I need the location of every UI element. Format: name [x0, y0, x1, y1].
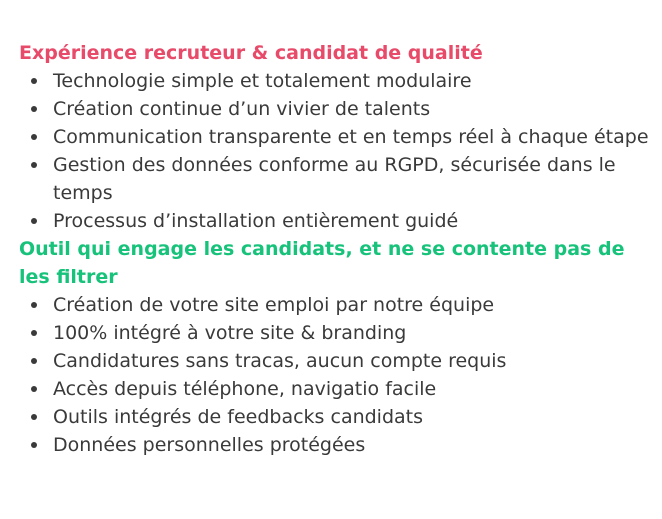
list-item-text: Technologie simple et totalement modulaire [53, 70, 472, 92]
list-item-text: Gestion des données conforme au RGPD, sécurisée dans le temps [53, 154, 616, 204]
list-item [53, 207, 652, 235]
list-item-text: Communication transparente et en temps réel à chaque étape [53, 126, 649, 148]
list-item-text: 100% intégré à votre site & branding [53, 322, 407, 344]
bullet-icon [31, 330, 37, 336]
list-item [53, 291, 652, 319]
bullet-icon [31, 162, 37, 168]
experience-feature-list [19, 67, 652, 235]
list-item [53, 375, 652, 403]
list-item-text: Candidatures sans tracas, aucun compte requis [53, 350, 507, 372]
list-item [53, 319, 652, 347]
bullet-icon [31, 78, 37, 84]
bullet-icon [31, 358, 37, 364]
list-item-text: Création continue d’un vivier de talents [53, 98, 431, 120]
list-item-text: Données personnelles protégées [53, 434, 366, 456]
list-item-text: Processus d’installation entièrement guidé [53, 210, 459, 232]
list-item [53, 431, 652, 459]
bullet-icon [31, 302, 37, 308]
list-item [53, 67, 652, 95]
bullet-icon [31, 218, 37, 224]
bullet-icon [31, 442, 37, 448]
list-item [53, 123, 652, 151]
engagement-feature-list [19, 291, 652, 459]
section-heading-engagement: Outil qui engage les candidats, et ne se contente pas de les filtrer [19, 238, 625, 288]
bullet-icon [31, 414, 37, 420]
list-item [53, 347, 652, 375]
bullet-icon [31, 134, 37, 140]
list-item [53, 95, 652, 123]
list-item-text: Création de votre site emploi par notre équipe [53, 294, 495, 316]
list-item-text: Accès depuis téléphone, navigatio facile [53, 378, 437, 400]
section-heading-experience: Expérience recruteur & candidat de qualité [19, 42, 483, 64]
list-item-text: Outils intégrés de feedbacks candidats [53, 406, 424, 428]
list-item [53, 151, 652, 207]
bullet-icon [31, 106, 37, 112]
list-item [53, 403, 652, 431]
bullet-icon [31, 386, 37, 392]
